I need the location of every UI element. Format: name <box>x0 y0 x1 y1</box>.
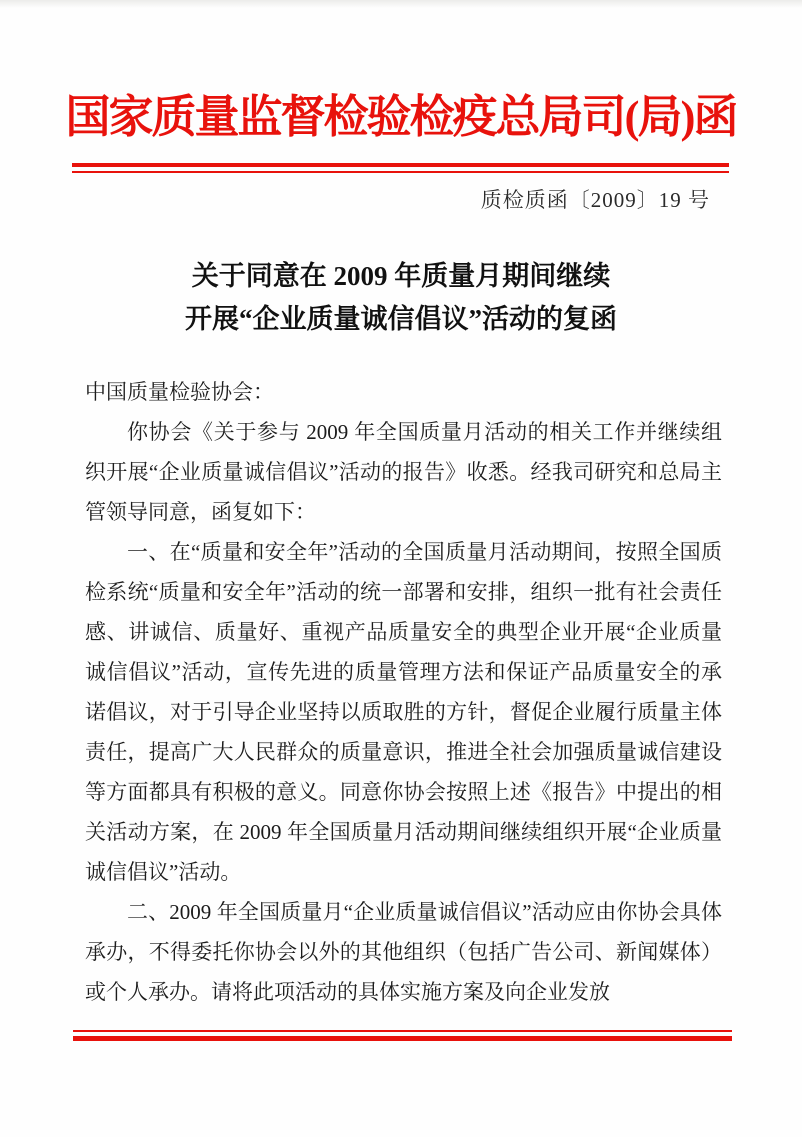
letterhead-title: 国家质量监督检验检疫总局司(局)函 <box>65 92 737 142</box>
body-paragraph: 二、2009 年全国质量月“企业质量诚信倡议”活动应由你协会具体承办，不得委托你协会以外的其他组织（包括广告公司、新闻媒体）或个人承办。请将此项活动的具体实施方案及向企业发放 <box>85 900 722 1004</box>
red-separator-bottom <box>73 1030 732 1041</box>
letter-title <box>0 255 802 341</box>
scan-edge-artifact <box>0 0 802 8</box>
body-paragraph: 你协会《关于参与 2009 年全国质量月活动的相关工作并继续组织开展“企业质量诚信倡议”活动的报告》收悉。经我司研究和总局主管领导同意，函复如下： <box>85 420 722 524</box>
separator-thin-line <box>72 171 729 173</box>
separator-thick-line <box>73 1036 732 1041</box>
salutation: 中国质量检验协会： <box>85 380 274 404</box>
letter-title-line2: 开展“企业质量诚信倡议”活动的复函 <box>185 304 617 334</box>
red-separator-top <box>72 163 729 173</box>
letter-title-line1: 关于同意在 2009 年质量月期间继续 <box>191 261 611 291</box>
body-paragraph: 一、在“质量和安全年”活动的全国质量月活动期间，按照全国质检系统“质量和安全年”活动的统一部署和安排，组织一批有社会责任感、讲诚信、质量好、重视产品质量安全的典型企业开展“企业质量诚信倡议”活动，宣传先进的质量管理方法和保证产品质量安全的承诺倡议，对于引导企业坚持以质取胜的方针，督促企业履行质量主体责任，提高广大人民群众的质量意识，推进全社会加强质量诚信建设等方面都具有积极的意义。同意你协会按照上述《报告》中提出的相关活动方案，在 2009 年全国质量月活动期间继续组织开展“企业质量诚信倡议”活动。 <box>85 540 722 884</box>
document-number: 质检质函〔2009〕19 号 <box>480 188 710 212</box>
letter-body <box>85 372 722 1012</box>
